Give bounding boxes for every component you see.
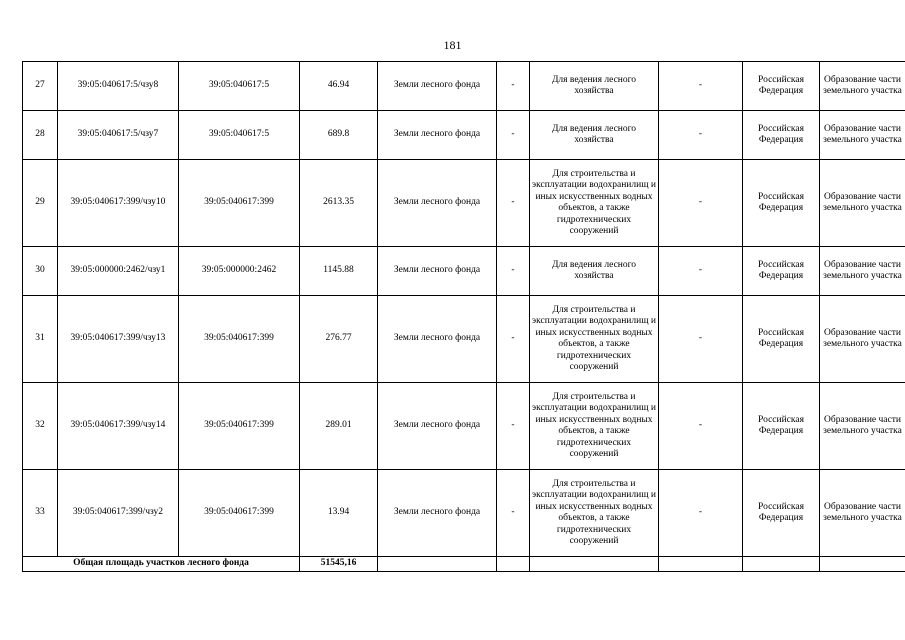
dash-cell: - [659, 62, 743, 111]
land-category-cell: Земли лесного фонда [378, 111, 497, 160]
area-cell: 2613.35 [300, 160, 378, 247]
empty-cell [820, 557, 905, 572]
page-number: 181 [443, 38, 462, 52]
parent-plot-cell: 39:05:040617:399 [179, 160, 300, 247]
action-cell: Образование части земельного участка [820, 62, 905, 111]
permitted-use-cell: Для строительства и эксплуатации водохранилищ и иных искусственных водных объектов, а также гидротехнических сооружений [530, 470, 659, 557]
dash-cell: - [497, 62, 530, 111]
owner-cell: Российская Федерация [743, 383, 820, 470]
action-cell: Образование части земельного участка [820, 247, 905, 296]
designation-cell: 39:05:040617:399/чзу13 [58, 296, 179, 383]
permitted-use-cell: Для строительства и эксплуатации водохранилищ и иных искусственных водных объектов, а также гидротехнических сооружений [530, 160, 659, 247]
empty-cell [378, 557, 497, 572]
table-row [23, 247, 905, 296]
dash-cell: - [497, 383, 530, 470]
area-cell: 1145.88 [300, 247, 378, 296]
land-category-cell: Земли лесного фонда [378, 160, 497, 247]
area-cell: 276.77 [300, 296, 378, 383]
designation-cell: 39:05:040617:399/чзу14 [58, 383, 179, 470]
designation-cell: 39:05:040617:5/чзу7 [58, 111, 179, 160]
land-category-cell: Земли лесного фонда [378, 296, 497, 383]
permitted-use-cell: Для ведения лесного хозяйства [530, 62, 659, 111]
row-number: 31 [23, 296, 58, 383]
land-plots-table [22, 61, 905, 572]
designation-cell: 39:05:000000:2462/чзу1 [58, 247, 179, 296]
dash-cell: - [497, 470, 530, 557]
action-cell: Образование части земельного участка [820, 470, 905, 557]
land-category-cell: Земли лесного фонда [378, 470, 497, 557]
designation-cell: 39:05:040617:399/чзу10 [58, 160, 179, 247]
dash-cell: - [659, 160, 743, 247]
row-number: 30 [23, 247, 58, 296]
owner-cell: Российская Федерация [743, 296, 820, 383]
row-number: 28 [23, 111, 58, 160]
dash-cell: - [497, 296, 530, 383]
action-cell: Образование части земельного участка [820, 160, 905, 247]
row-number: 27 [23, 62, 58, 111]
empty-cell [659, 557, 743, 572]
row-number: 32 [23, 383, 58, 470]
dash-cell: - [659, 383, 743, 470]
action-cell: Образование части земельного участка [820, 111, 905, 160]
table-row [23, 111, 905, 160]
table-row [23, 62, 905, 111]
table-row [23, 470, 905, 557]
table-row [23, 383, 905, 470]
row-number: 29 [23, 160, 58, 247]
parent-plot-cell: 39:05:040617:399 [179, 470, 300, 557]
table-row [23, 160, 905, 247]
area-cell: 13.94 [300, 470, 378, 557]
action-cell: Образование части земельного участка [820, 296, 905, 383]
owner-cell: Российская Федерация [743, 111, 820, 160]
parent-plot-cell: 39:05:040617:399 [179, 296, 300, 383]
owner-cell: Российская Федерация [743, 160, 820, 247]
parent-plot-cell: 39:05:040617:5 [179, 62, 300, 111]
parent-plot-cell: 39:05:040617:399 [179, 383, 300, 470]
area-cell: 289.01 [300, 383, 378, 470]
parent-plot-cell: 39:05:040617:5 [179, 111, 300, 160]
empty-cell [530, 557, 659, 572]
land-category-cell: Земли лесного фонда [378, 62, 497, 111]
dash-cell: - [497, 247, 530, 296]
area-cell: 689.8 [300, 111, 378, 160]
designation-cell: 39:05:040617:399/чзу2 [58, 470, 179, 557]
empty-cell [497, 557, 530, 572]
dash-cell: - [497, 111, 530, 160]
land-category-cell: Земли лесного фонда [378, 383, 497, 470]
dash-cell: - [659, 111, 743, 160]
total-row [23, 557, 905, 572]
permitted-use-cell: Для строительства и эксплуатации водохранилищ и иных искусственных водных объектов, а также гидротехнических сооружений [530, 296, 659, 383]
parent-plot-cell: 39:05:000000:2462 [179, 247, 300, 296]
dash-cell: - [659, 296, 743, 383]
owner-cell: Российская Федерация [743, 247, 820, 296]
table-row [23, 296, 905, 383]
permitted-use-cell: Для ведения лесного хозяйства [530, 111, 659, 160]
owner-cell: Российская Федерация [743, 62, 820, 111]
area-cell: 46.94 [300, 62, 378, 111]
dash-cell: - [497, 160, 530, 247]
permitted-use-cell: Для строительства и эксплуатации водохранилищ и иных искусственных водных объектов, а также гидротехнических сооружений [530, 383, 659, 470]
empty-cell [743, 557, 820, 572]
land-category-cell: Земли лесного фонда [378, 247, 497, 296]
row-number: 33 [23, 470, 58, 557]
owner-cell: Российская Федерация [743, 470, 820, 557]
designation-cell: 39:05:040617:5/чзу8 [58, 62, 179, 111]
total-area: 51545,16 [300, 557, 378, 572]
total-label: Общая площадь участков лесного фонда [23, 557, 300, 572]
dash-cell: - [659, 470, 743, 557]
action-cell: Образование части земельного участка [820, 383, 905, 470]
permitted-use-cell: Для ведения лесного хозяйства [530, 247, 659, 296]
dash-cell: - [659, 247, 743, 296]
